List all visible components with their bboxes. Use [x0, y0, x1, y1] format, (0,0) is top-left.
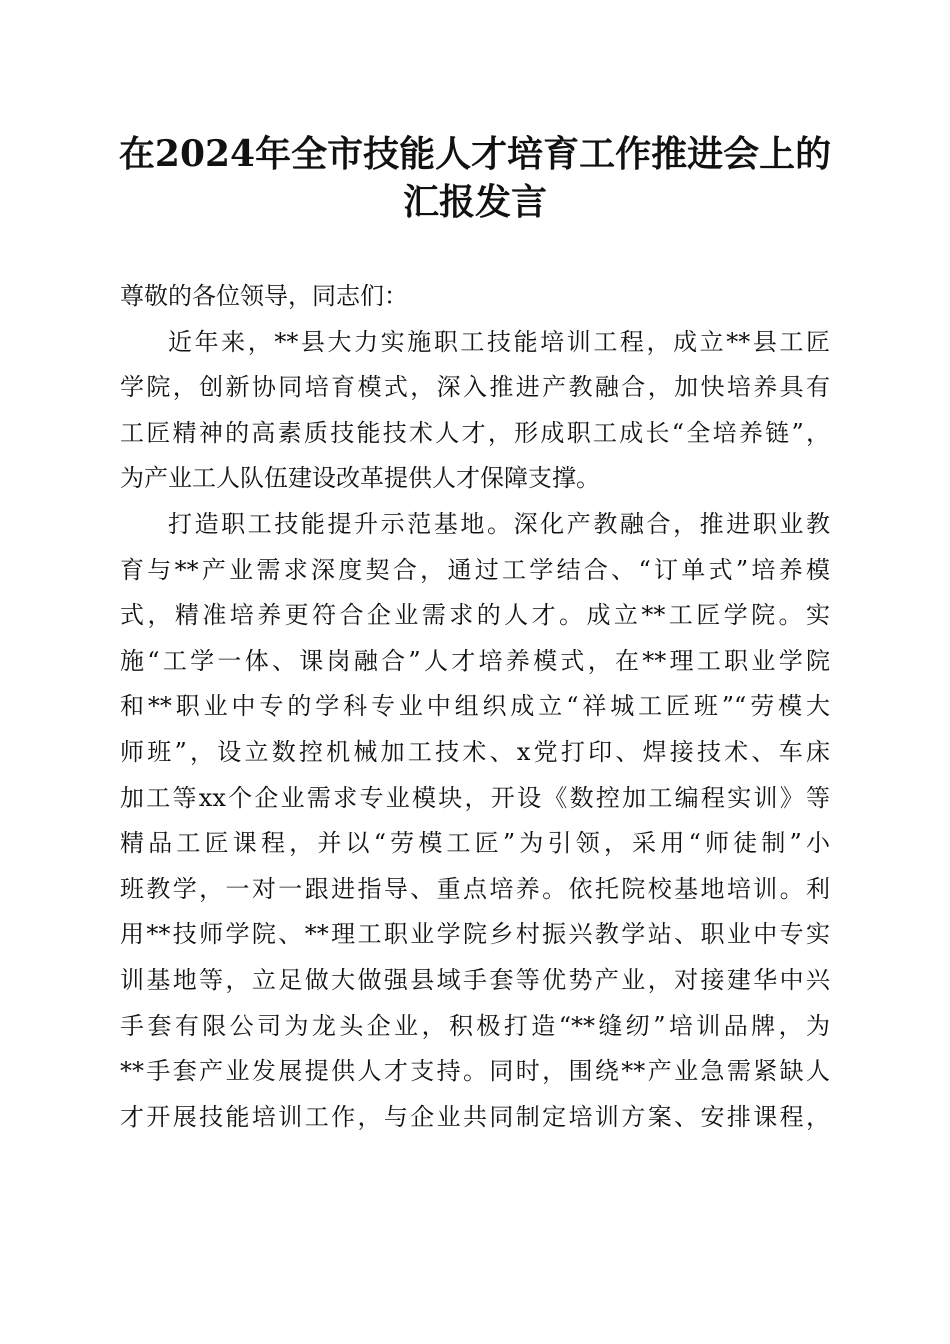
paragraph-2-line: 才开展技能培训工作，与企业共同制定培训方案、安排课程，: [120, 1102, 830, 1131]
paragraph-2-line: 精品工匠课程，并以“劳模工匠”为引领，采用“师徒制”小: [120, 829, 830, 858]
paragraph-2-line: 加工等xx个企业需求专业模块，开设《数控加工编程实训》等: [120, 783, 830, 812]
paragraph-1-line: 学院，创新协同培育模式，深入推进产教融合，加快培养具有: [120, 373, 830, 402]
paragraph-2-line: 育与**产业需求深度契合，通过工学结合、“订单式”培养模: [120, 555, 830, 584]
paragraph-2-line: 施“工学一体、课岗融合”人才培养模式，在**理工职业学院: [120, 646, 830, 675]
document-title: [60, 130, 890, 226]
paragraph-2-line: 训基地等，立足做大做强县域手套等优势产业，对接建华中兴: [120, 965, 830, 994]
document-body: [120, 274, 830, 1140]
paragraph-2-line: 式，精准培养更符合企业需求的人才。成立**工匠学院。实: [120, 601, 830, 630]
salutation: 尊敬的各位领导，同志们：: [120, 282, 408, 310]
paragraph-2-line: 手套有限公司为龙头企业，积极打造“**缝纫”培训品牌，为: [120, 1011, 830, 1040]
paragraph-2-line: 打造职工技能提升示范基地。深化产教融合，推进职业教: [168, 509, 830, 538]
paragraph-1-line: 近年来，**县大力实施职工技能培训工程，成立**县工匠: [168, 327, 830, 356]
paragraph-2-line: 和**职业中专的学科专业中组织成立“祥城工匠班”“劳模大: [120, 692, 830, 721]
title-line-2: 汇报发言: [402, 181, 547, 223]
paragraph-2-line: 用**技师学院、**理工职业学院乡村振兴教学站、职业中专实: [120, 920, 830, 949]
paragraph-1-line: 工匠精神的高素质技能技术人才，形成职工成长“全培养链”，: [120, 418, 830, 447]
paragraph-1-line: 为产业工人队伍建设改革提供人才保障支撑。: [120, 464, 600, 493]
paragraph-2-line: **手套产业发展提供人才支持。同时，围绕**产业急需紧缺人: [120, 1057, 830, 1086]
paragraph-2-line: 师班”，设立数控机械加工技术、x党打印、焊接技术、车床: [120, 737, 830, 766]
paragraph-2-line: 班教学，一对一跟进指导、重点培养。依托院校基地培训。利: [120, 874, 830, 903]
title-line-1: 在2024年全市技能人才培育工作推进会上的: [118, 133, 832, 175]
